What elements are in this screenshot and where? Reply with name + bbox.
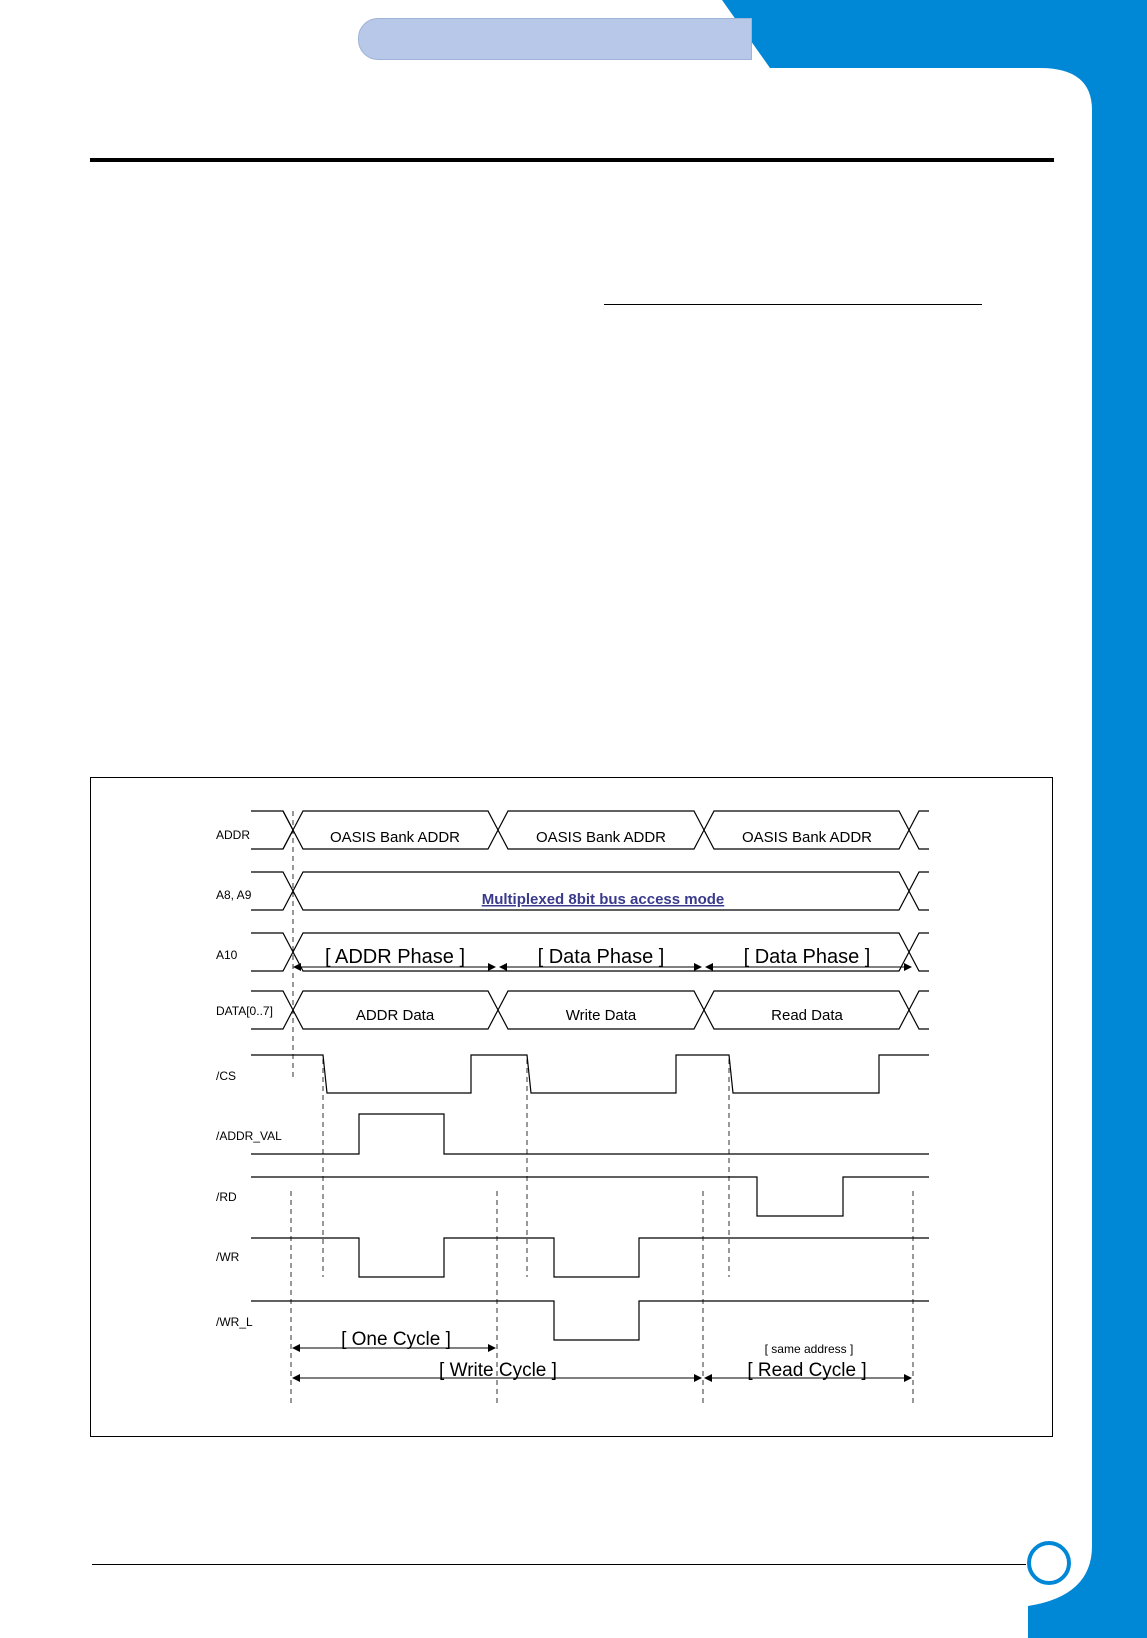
addr-segment-3: OASIS Bank ADDR <box>741 829 873 846</box>
signal-label-data: DATA[0..7] <box>216 1004 273 1018</box>
title-divider <box>90 158 1054 162</box>
signal-label-cs: /CS <box>216 1069 237 1083</box>
bus-mode-label: Multiplexed 8bit bus access mode <box>481 891 725 908</box>
timing-diagram <box>91 778 1052 1436</box>
signal-label-wr-l: /WR_L <box>216 1315 253 1329</box>
phase-label-data-write: [ Data Phase ] <box>537 946 665 968</box>
data-segment-addr: ADDR Data <box>355 1007 435 1024</box>
one-cycle-label: [ One Cycle ] <box>341 1329 451 1350</box>
signal-label-wr: /WR <box>216 1250 240 1264</box>
addr-segment-1: OASIS Bank ADDR <box>329 829 461 846</box>
addr-segment-2: OASIS Bank ADDR <box>535 829 667 846</box>
cs-waveform <box>251 1055 929 1093</box>
rd-waveform <box>251 1177 929 1216</box>
signal-label-rd: /RD <box>216 1190 237 1204</box>
signal-label-addr-val: /ADDR_VAL <box>216 1129 282 1143</box>
signal-label-a10: A10 <box>216 948 238 962</box>
signal-label-a8-a9: A8, A9 <box>216 888 252 902</box>
header-tab <box>358 18 752 60</box>
phase-label-addr: [ ADDR Phase ] <box>324 946 466 968</box>
timing-diagram-frame <box>90 777 1053 1437</box>
write-cycle-label: [ Write Cycle ] <box>439 1360 557 1381</box>
read-cycle-label: [ Read Cycle ] <box>747 1360 867 1381</box>
wr-waveform <box>251 1238 929 1277</box>
signal-label-addr: ADDR <box>216 828 251 842</box>
phase-label-data-read: [ Data Phase ] <box>743 946 871 968</box>
data-segment-write: Write Data <box>565 1007 637 1024</box>
same-address-note: [ same address ] <box>764 1342 854 1356</box>
addr-val-waveform <box>251 1114 929 1154</box>
footer-divider <box>92 1564 1026 1565</box>
section-underline <box>604 304 982 305</box>
page-number-badge <box>1027 1541 1071 1585</box>
data-segment-read: Read Data <box>771 1007 843 1024</box>
